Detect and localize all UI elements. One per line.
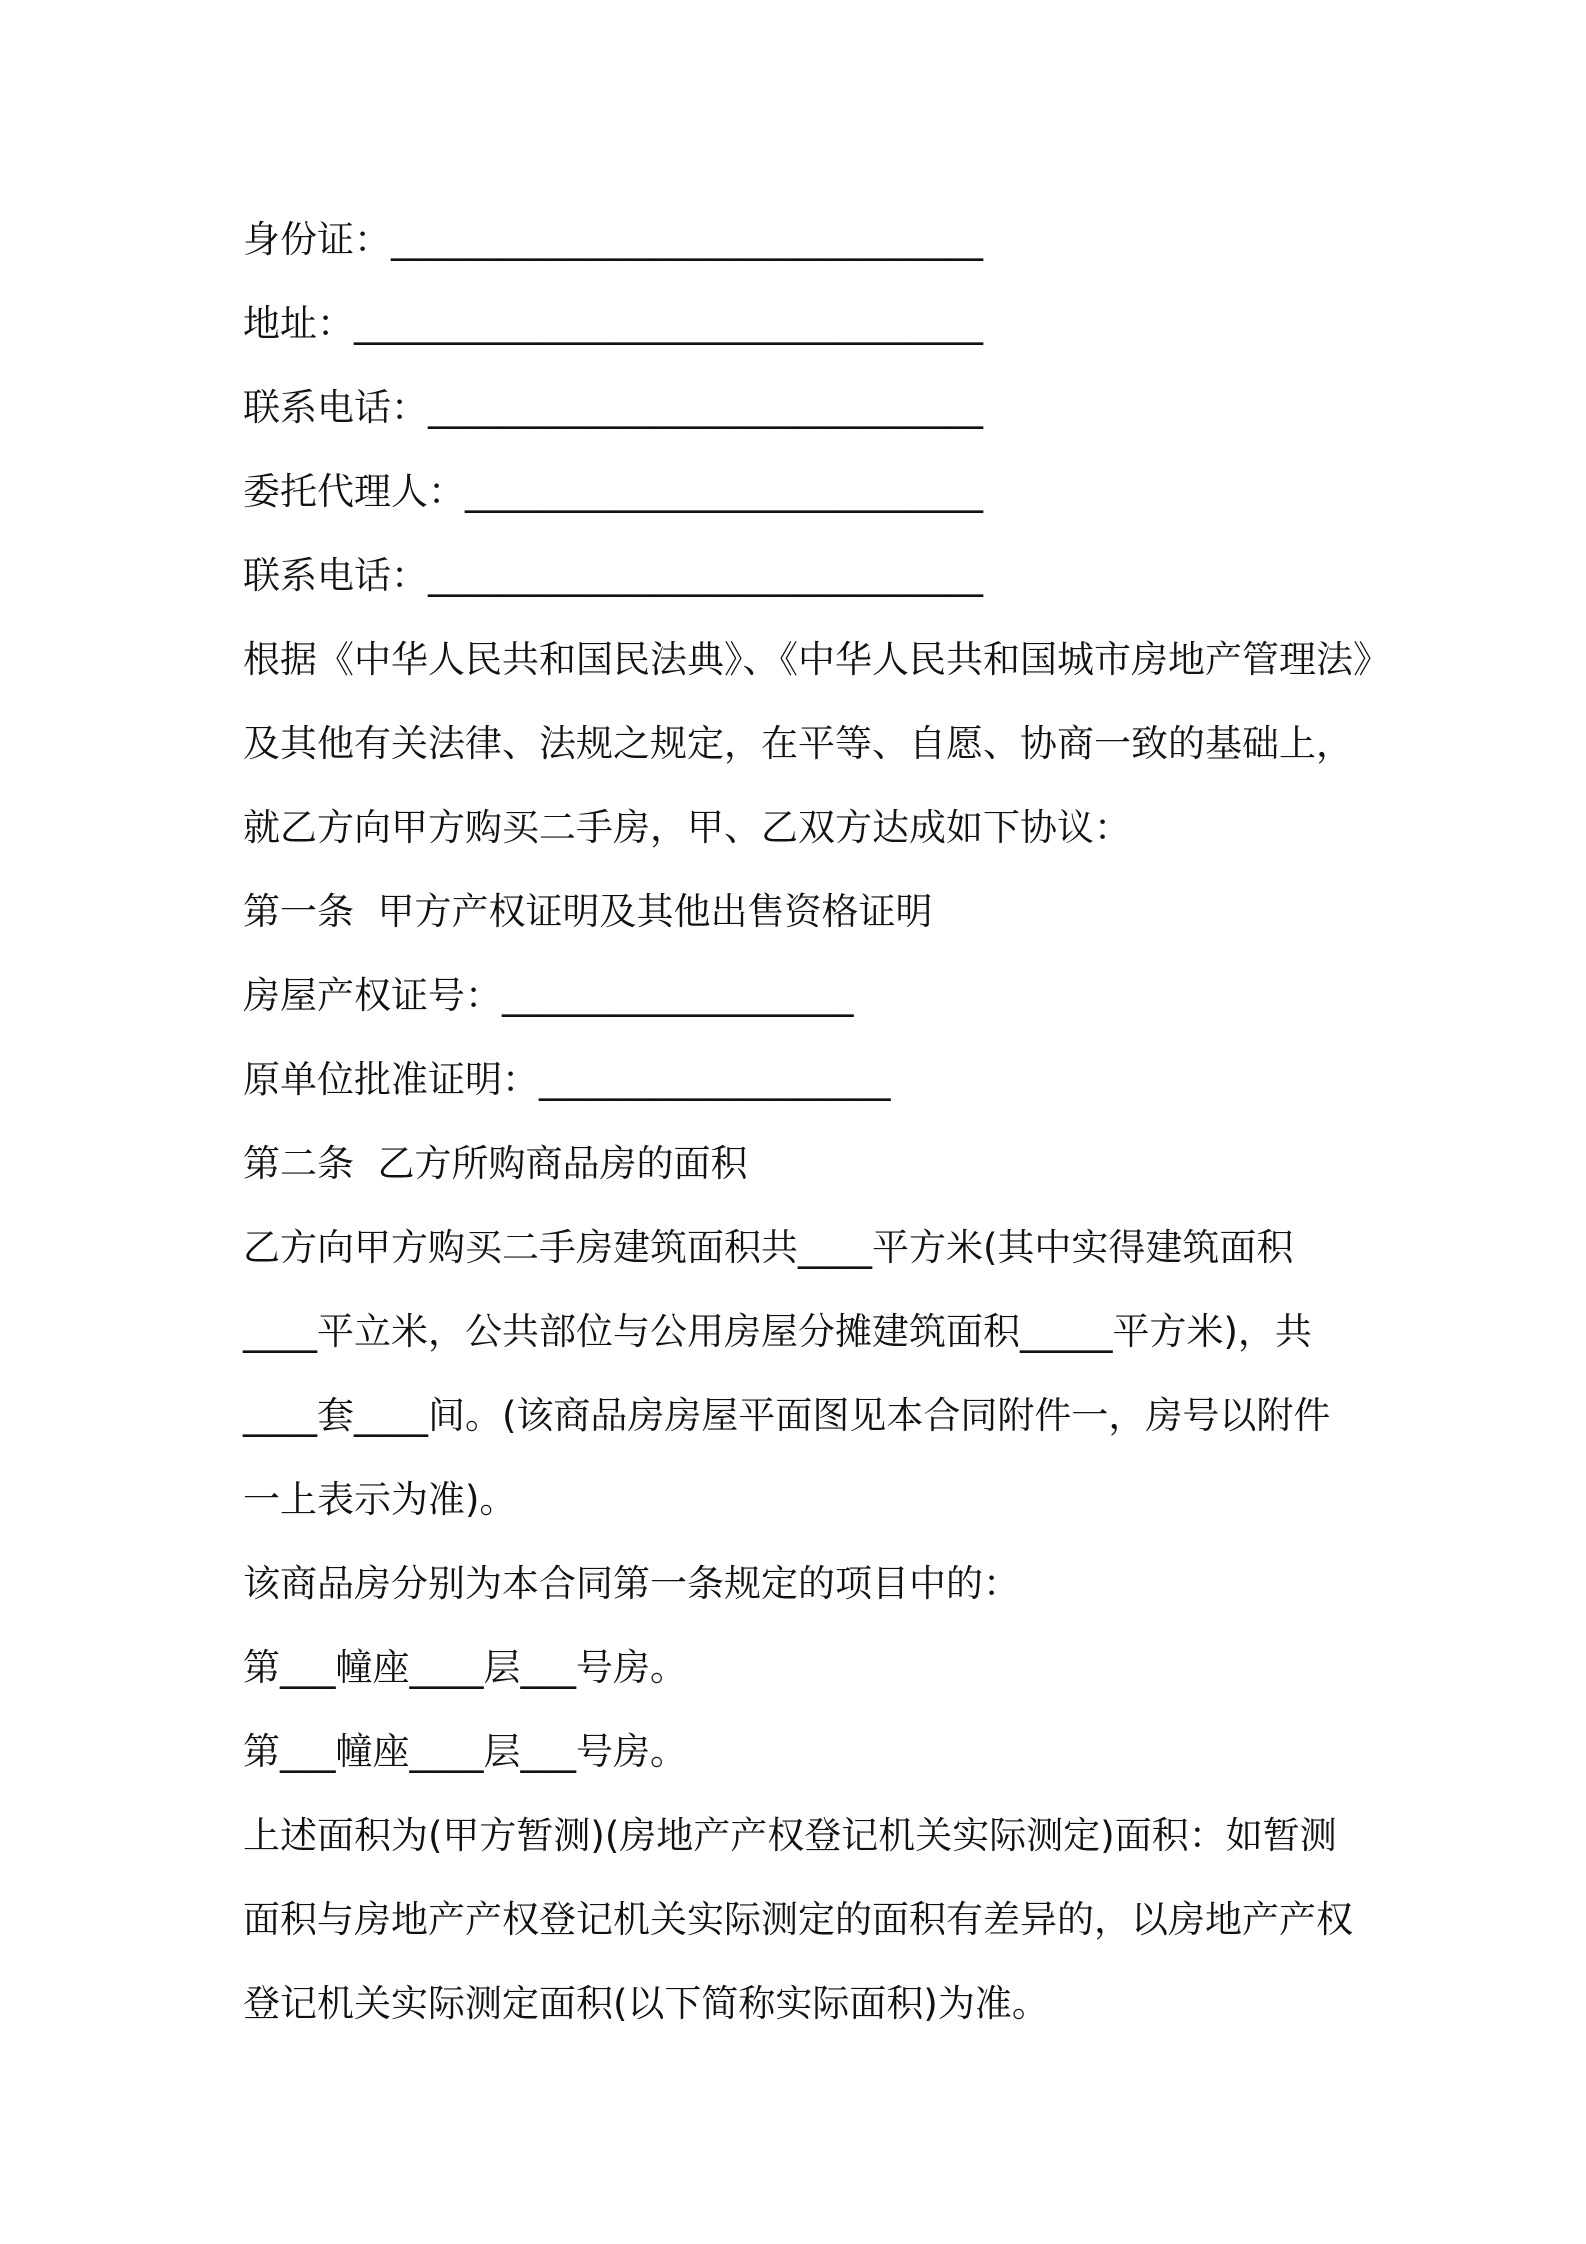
- article-2-heading: 第二条 乙方所购商品房的面积: [243, 1142, 748, 1185]
- agent-field: 委托代理人：____________________________: [243, 470, 983, 513]
- measurement-paragraph-line: 登记机关实际测定面积(以下简称实际面积)为准。: [243, 1982, 1049, 2025]
- agent-phone-field: 联系电话：______________________________: [243, 554, 983, 597]
- measurement-paragraph-line: 上述面积为(甲方暂测)(房地产产权登记机关实际测定)面积：如暂测: [243, 1814, 1337, 1857]
- article-1-heading: 第一条 甲方产权证明及其他出售资格证明: [243, 890, 933, 933]
- preamble-line: 及其他有关法律、法规之规定，在平等、自愿、协商一致的基础上，: [243, 722, 1353, 765]
- phone-field: 联系电话：______________________________: [243, 386, 983, 429]
- preamble-line: 就乙方向甲方购买二手房，甲、乙双方达成如下协议：: [243, 806, 1131, 849]
- contract-body: [243, 198, 1390, 2046]
- address-field: 地址：__________________________________: [243, 302, 983, 345]
- id-card-field: 身份证：________________________________: [243, 218, 983, 261]
- area-paragraph-line: ____平立米，公共部位与公用房屋分摊建筑面积_____平方米)，共: [243, 1310, 1312, 1353]
- area-paragraph-line: 一上表示为准)。: [243, 1478, 517, 1521]
- approval-cert-field: 原单位批准证明：___________________: [243, 1058, 891, 1101]
- unit-line: 第___幢座____层___号房。: [243, 1646, 687, 1689]
- project-intro-line: 该商品房分别为本合同第一条规定的项目中的：: [243, 1562, 1020, 1605]
- area-paragraph-line: 乙方向甲方购买二手房建筑面积共____平方米(其中实得建筑面积: [243, 1226, 1294, 1269]
- unit-line: 第___幢座____层___号房。: [243, 1730, 687, 1773]
- area-paragraph-line: ____套____间。(该商品房房屋平面图见本合同附件一，房号以附件: [243, 1394, 1331, 1437]
- measurement-paragraph-line: 面积与房地产产权登记机关实际测定的面积有差异的，以房地产产权: [243, 1898, 1353, 1941]
- preamble-line: 根据《中华人民共和国民法典》、《中华人民共和国城市房地产管理法》: [243, 638, 1390, 681]
- property-cert-field: 房屋产权证号：___________________: [243, 974, 854, 1017]
